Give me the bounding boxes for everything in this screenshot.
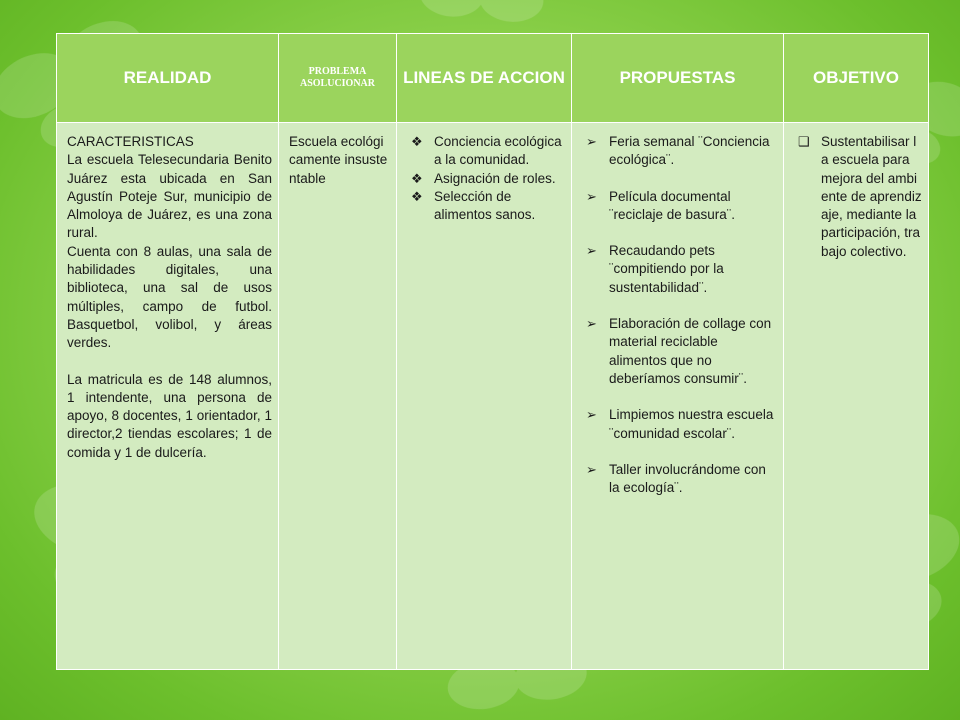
list-item <box>582 133 777 170</box>
content-row <box>57 123 929 670</box>
realidad-paragraph: La escuela Telesecundaria Benito Juárez esta ubicada en San Agustín Poteje Sur, municipio de Almoloya de Juárez, es una zona rural. <box>67 152 272 241</box>
arrowhead-bullet-icon: ➢ <box>586 243 597 259</box>
diamond-clover-bullet-icon: ❖ <box>411 170 423 186</box>
cell-realidad <box>57 123 279 670</box>
list-item <box>407 170 565 188</box>
diamond-clover-bullet-icon: ❖ <box>411 188 423 204</box>
list-item <box>407 133 565 170</box>
arrowhead-bullet-icon: ➢ <box>586 407 597 423</box>
lineas-item-text: Conciencia ecológica a la comunidad. <box>434 134 562 168</box>
planning-table <box>56 33 929 670</box>
list-item <box>582 406 777 443</box>
cell-propuestas <box>572 123 784 670</box>
list-item <box>582 188 777 225</box>
problema-text: Escuela ecológicamente insustentable <box>289 134 388 186</box>
list-item <box>582 315 777 388</box>
arrowhead-bullet-icon: ➢ <box>586 134 597 149</box>
arrowhead-bullet-icon: ➢ <box>586 461 597 477</box>
realidad-title: CARACTERISTICAS <box>67 134 194 149</box>
list-item <box>794 133 922 261</box>
propuesta-item-text: Elaboración de collage con material reciclable alimentos que no deberíamos consumir¨. <box>609 316 772 386</box>
header-realidad: REALIDAD <box>57 34 279 123</box>
diamond-clover-bullet-icon: ❖ <box>411 134 423 149</box>
header-lineas-de-accion: LINEAS DE ACCION <box>397 34 572 123</box>
realidad-paragraph: Cuenta con 8 aulas, una sala de habilidades digitales, una biblioteca, una sal de usos múltiples, campo de futbol. Basquetbol, volibol, y áreas verdes. <box>67 243 272 351</box>
propuesta-item-text: Feria semanal ¨Conciencia ecológica¨. <box>609 134 770 168</box>
lineas-item-text: Selección de alimentos sanos. <box>434 188 536 223</box>
header-problema: PROBLEMA ASOLUCIONAR <box>279 34 397 123</box>
list-item <box>582 242 777 297</box>
cell-lineas-de-accion <box>397 123 572 670</box>
list-item <box>582 461 777 498</box>
header-row <box>57 34 929 123</box>
arrowhead-bullet-icon: ➢ <box>586 316 597 332</box>
square-bullet-icon: ❑ <box>798 134 810 149</box>
realidad-paragraph: La matricula es de 148 alumnos, 1 intendente, una persona de apoyo, 8 docentes, 1 orientador, 1 director,2 tiendas escolares; 1 de comida y 1 de dulcería. <box>67 371 272 460</box>
header-objetivo: OBJETIVO <box>784 34 929 123</box>
objetivo-item-text: Sustentabilisar la escuela para mejora del ambiente de aprendizaje, mediante la participación, trabajo colectivo. <box>821 134 922 259</box>
cell-objetivo <box>784 123 929 670</box>
arrowhead-bullet-icon: ➢ <box>586 188 597 204</box>
propuesta-item-text: Limpiemos nuestra escuela ¨comunidad escolar¨. <box>609 407 774 441</box>
propuesta-item-text: Taller involucrándome con la ecología¨. <box>609 461 766 496</box>
propuesta-item-text: Película documental ¨reciclaje de basura¨. <box>609 188 736 222</box>
header-propuestas: PROPUESTAS <box>572 34 784 123</box>
list-item <box>407 188 565 225</box>
lineas-item-text: Asignación de roles. <box>434 170 556 186</box>
propuesta-item-text: Recaudando pets ¨compitiendo por la sustentabilidad¨. <box>609 243 724 295</box>
cell-problema <box>279 123 397 670</box>
